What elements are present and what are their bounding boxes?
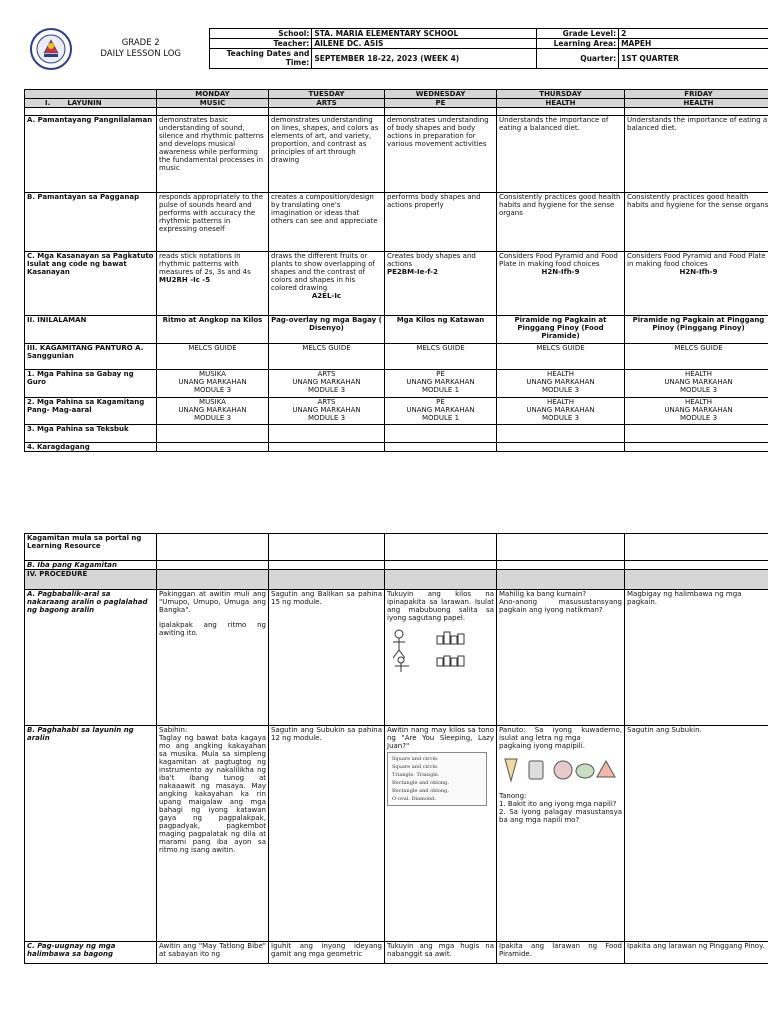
- gabay-tue-1: ARTS: [317, 370, 336, 378]
- cell-b-wed: performs body shapes and actions properly: [385, 193, 497, 252]
- kpm-wed-3: MODULE 1: [421, 414, 460, 422]
- row-label-pag-uugnay: C. Pag-uugnay ng mga halimbawa sa bagong: [25, 942, 157, 964]
- day-friday: FRIDAY: [625, 90, 768, 99]
- cell-kagamitan-wed: MELCS GUIDE: [385, 344, 497, 370]
- subject-thursday: HEALTH: [497, 99, 625, 108]
- proc-c-thu: Ipakita ang larawan ng Food Piramide.: [497, 942, 625, 964]
- row-label-kasanayan: C. Mga Kasanayan sa Pagkatuto Isulat ang code ng bawat Kasanayan: [25, 252, 157, 316]
- cell-b-mon: responds appropriately to the pulse of sounds heard and performs with accuracy the rhythmic patterns in expressing oneself: [157, 193, 269, 252]
- kpm-tue-2: UNANG MARKAHAN: [292, 406, 361, 414]
- cell-inilalaman-mon: Ritmo at Angkop na Kilos: [157, 316, 269, 344]
- code-thu: H2N-Ifh-9: [541, 268, 580, 276]
- lyric-line: Rectangle and oblong.: [392, 780, 449, 786]
- proc-a-thu-1: Mahilig ka bang kumain?: [499, 590, 587, 598]
- subject-tuesday: ARTS: [269, 99, 385, 108]
- lyric-line: Triangle. Triangle.: [392, 772, 440, 778]
- proc-b-wed: Awitin nang may kilos sa tono ng "Are You Sleeping, Lazy Juan?": [387, 726, 494, 750]
- proc-a-mon-2: Ipalakpak ang ritmo ng awiting ito.: [159, 621, 266, 637]
- lyric-line: Square and circle.: [392, 764, 439, 770]
- cell-c-tue: draws the different fruits or plants to show overlapping of shapes and the contrast of colors and shapes in his colored drawing: [271, 252, 375, 292]
- gabay-tue-3: MODULE 3: [307, 386, 346, 394]
- cell-c-mon: reads stick notations in rhythmic patterns with measures of 2s, 3s and 4s: [159, 252, 251, 276]
- proc-b-thu-5: 2. Sa iyong palagay masustansya ba ang mga napili mo?: [499, 808, 622, 824]
- row-label-portal: Kagamitan mula sa portal ng Learning Resource: [25, 534, 157, 561]
- code-mon: MU2RH -Ic -5: [159, 276, 211, 284]
- gabay-fri-3: MODULE 3: [679, 386, 718, 394]
- proc-a-mon-1: Pakinggan at awitin muli ang "Umupo, Umupo, Umuga ang Bangka".: [159, 590, 266, 614]
- proc-a-wed: Tukuyin ang kilos na ipinapakita sa larawan. Isulat ang mabubuong salita sa iyong sagutang papel.: [387, 590, 494, 622]
- proc-c-fri: Ipakita ang larawan ng Pinggang Pinoy.: [625, 942, 768, 964]
- gabay-mon-2: UNANG MARKAHAN: [178, 378, 247, 386]
- gabay-fri-2: UNANG MARKAHAN: [664, 378, 733, 386]
- grade-level-value: 2: [619, 29, 768, 39]
- code-wed: PE2BM-Ie-f-2: [387, 268, 438, 276]
- learning-area-label: Learning Area:: [537, 39, 619, 49]
- cell-a-fri: Understands the importance of eating a balanced diet.: [625, 116, 768, 193]
- kpm-mon-2: UNANG MARKAHAN: [178, 406, 247, 414]
- dates-label: Teaching Dates and Time:: [210, 49, 312, 69]
- kpm-mon-3: MODULE 3: [193, 414, 232, 422]
- row-label-kagamitang-panturo: III. KAGAMITANG PANTURO A. Sanggunian: [25, 344, 157, 370]
- kpm-fri-3: MODULE 3: [679, 414, 718, 422]
- code-fri: H2N-Ifh-9: [679, 268, 718, 276]
- cell-a-wed: demonstrates understanding of body shapes and body actions in preparation for various movement activities: [385, 116, 497, 193]
- proc-a-thu-2: Ano-anong masusustansyang pagkain ang iyong natikman?: [499, 598, 622, 614]
- learning-area-value: MAPEH: [619, 39, 768, 49]
- procedure-label: IV. PROCEDURE: [25, 570, 157, 590]
- cell-a-thu: Understands the importance of eating a balanced diet.: [497, 116, 625, 193]
- layunin-label: I. LAYUNIN: [25, 99, 157, 108]
- gabay-thu-2: UNANG MARKAHAN: [526, 378, 595, 386]
- kpm-mon-1: MUSIKA: [199, 398, 226, 406]
- lyric-line: Square and circle.: [392, 756, 439, 762]
- lesson-table-page1: [24, 89, 768, 452]
- cell-kagamitan-tue: MELCS GUIDE: [269, 344, 385, 370]
- teacher-label: Teacher:: [210, 39, 312, 49]
- cell-inilalaman-wed: Mga Kilos ng Katawan: [385, 316, 497, 344]
- gabay-tue-2: UNANG MARKAHAN: [292, 378, 361, 386]
- proc-a-tue: Sagutin ang Balikan sa pahina 15 ng module.: [269, 590, 385, 726]
- kpm-fri-1: HEALTH: [685, 398, 712, 406]
- kpm-wed-1: PE: [436, 398, 445, 406]
- proc-b-thu-1: Panuto: Sa iyong kuwaderno, isulat ang letra ng mga: [499, 726, 622, 742]
- day-monday: MONDAY: [157, 90, 269, 99]
- proc-b-tue: Sagutin ang Subukin sa pahina 12 ng module.: [269, 726, 385, 942]
- gabay-mon-1: MUSIKA: [199, 370, 226, 378]
- row-label-paghahabi: B. Paghahabi sa layunin ng aralin: [25, 726, 157, 942]
- cell-inilalaman-thu: Piramide ng Pagkain at Pinggang Pinoy (Food Piramide): [497, 316, 625, 344]
- row-label-iba-pang-kagamitan: B. Iba pang Kagamitan: [25, 561, 157, 570]
- code-tue: A2EL-Ic: [311, 292, 342, 300]
- proc-b-mon-2: Taglay ng bawat bata kagaya mo ang angking kakayahan sa musika. Mula sa simpleng kagamitan at pagtugtog ng instrumento ay nakalilikha ng iba't ibang tunog at nakaaawit ng masaya. May angking kakayahan ka rin upang maigalaw ang mga bahagi ng iyong katawan gaya ng pagpalakpak, pagpadyak, pagkembot maging pagpalatak ng dila at marami pang iba ayon sa ritmo ng isang awitin.: [159, 734, 266, 854]
- lyric-line: O-oval. Diamond.: [392, 796, 436, 802]
- day-thursday: THURSDAY: [497, 90, 625, 99]
- kpm-thu-1: HEALTH: [547, 398, 574, 406]
- subject-monday: MUSIC: [157, 99, 269, 108]
- proc-c-mon: Awitin ang "May Tatlong Bibe" at sabayan ito ng: [157, 942, 269, 964]
- log-title: DAILY LESSON LOG: [100, 48, 181, 59]
- song-lyrics-figure: [387, 752, 487, 806]
- dates-value: SEPTEMBER 18-22, 2023 (WEEK 4): [312, 49, 537, 69]
- gabay-wed-1: PE: [436, 370, 445, 378]
- teacher-value: AILENE DC. ASIS: [312, 39, 537, 49]
- row-label-pamantayang-pangnilalaman: A. Pamantayang Pangnilalaman: [25, 116, 157, 193]
- row-label-pagbabalik-aral: A. Pagbabalik-aral sa nakaraang aralin o paglalahad ng bagong aralin: [25, 590, 157, 726]
- gabay-thu-1: HEALTH: [547, 370, 574, 378]
- cell-kagamitan-thu: MELCS GUIDE: [497, 344, 625, 370]
- lesson-table-page2: [24, 533, 768, 964]
- quarter-label: Quarter:: [537, 49, 619, 69]
- school-label: School:: [210, 29, 312, 39]
- gabay-thu-3: MODULE 3: [541, 386, 580, 394]
- cell-c-wed: Creates body shapes and actions: [387, 252, 476, 268]
- cell-inilalaman-fri: Piramide ng Pagkain at Pinggang Pinoy (Pinggang Pinoy): [625, 316, 768, 344]
- grade-level-label: Grade Level:: [537, 29, 619, 39]
- cell-kagamitan-mon: MELCS GUIDE: [157, 344, 269, 370]
- subject-wednesday: PE: [385, 99, 497, 108]
- cell-c-fri: Considers Food Pyramid and Food Plate in making food choices: [627, 252, 766, 268]
- cell-kagamitan-fri: MELCS GUIDE: [625, 344, 768, 370]
- cell-b-thu: Consistently practices good health habits and hygiene for the sense organs: [497, 193, 625, 252]
- row-label-pamantayan-sa-pagganap: B. Pamantayan sa Pagganap: [25, 193, 157, 252]
- proc-b-thu-4: 1. Bakit ito ang iyong mga napili?: [499, 800, 617, 808]
- proc-b-thu-2: pagkaing iyong mapipili.: [499, 742, 585, 750]
- body-actions-figure: [387, 626, 479, 674]
- subject-friday: HEALTH: [625, 99, 768, 108]
- kpm-fri-2: UNANG MARKAHAN: [664, 406, 733, 414]
- cell-b-tue: creates a composition/design by translating one's imagination or ideas that others can see and appreciate: [269, 193, 385, 252]
- kpm-thu-2: UNANG MARKAHAN: [526, 406, 595, 414]
- cell-b-fri: Consistently practices good health habits and hygiene for the sense organs: [625, 193, 768, 252]
- kpm-tue-3: MODULE 3: [307, 414, 346, 422]
- kpm-wed-2: UNANG MARKAHAN: [406, 406, 475, 414]
- proc-b-fri: Sagutin ang Subukin.: [625, 726, 768, 942]
- quarter-value: 1ST QUARTER: [619, 49, 768, 69]
- proc-b-mon-1: Sabihin:: [159, 726, 188, 734]
- proc-b-thu-3: Tanong:: [499, 792, 527, 800]
- header-table: [24, 28, 768, 69]
- cell-a-tue: demonstrates understanding on lines, shapes, and colors as elements of art, and variety, proportion, and contrast as principles of art through drawing: [269, 116, 385, 193]
- proc-c-tue: Iguhit ang inyong ideyang gamit ang mga geometric: [269, 942, 385, 964]
- school-value: STA. MARIA ELEMENTARY SCHOOL: [312, 29, 537, 39]
- row-label-karagdagang: 4. Karagdagang: [25, 443, 157, 452]
- gabay-wed-3: MODULE 1: [421, 386, 460, 394]
- lyric-line: Rectangle and oblong.: [392, 788, 449, 794]
- food-choices-figure: [499, 753, 617, 787]
- day-wednesday: WEDNESDAY: [385, 90, 497, 99]
- row-label-inilalaman: II. INILALAMAN: [25, 316, 157, 344]
- kpm-thu-3: MODULE 3: [541, 414, 580, 422]
- gabay-mon-3: MODULE 3: [193, 386, 232, 394]
- grade-title: GRADE 2: [121, 37, 160, 48]
- cell-inilalaman-tue: Pag-overlay ng mga Bagay ( Disenyo): [269, 316, 385, 344]
- cell-a-mon: demonstrates basic understanding of sound, silence and rhythmic patterns and develops musical awareness while performing the fundamental processes in music: [157, 116, 269, 193]
- proc-a-fri: Magbigay ng halimbawa ng mga pagkain.: [625, 590, 768, 726]
- proc-c-wed: Tukuyin ang mga hugis na nabanggit sa awit.: [385, 942, 497, 964]
- gabay-wed-2: UNANG MARKAHAN: [406, 378, 475, 386]
- row-label-gabay-ng-guro: 1. Mga Pahina sa Gabay ng Guro: [25, 370, 157, 398]
- gabay-fri-1: HEALTH: [685, 370, 712, 378]
- row-label-teksbuk: 3. Mga Pahina sa Teksbuk: [25, 425, 157, 443]
- day-tuesday: TUESDAY: [269, 90, 385, 99]
- cell-c-thu: Considers Food Pyramid and Food Plate in making food choices: [499, 252, 618, 268]
- kpm-tue-1: ARTS: [317, 398, 336, 406]
- row-label-kagamitang-pang-mag-aaral: 2. Mga Pahina sa Kagamitang Pang- Mag-aaral: [25, 398, 157, 425]
